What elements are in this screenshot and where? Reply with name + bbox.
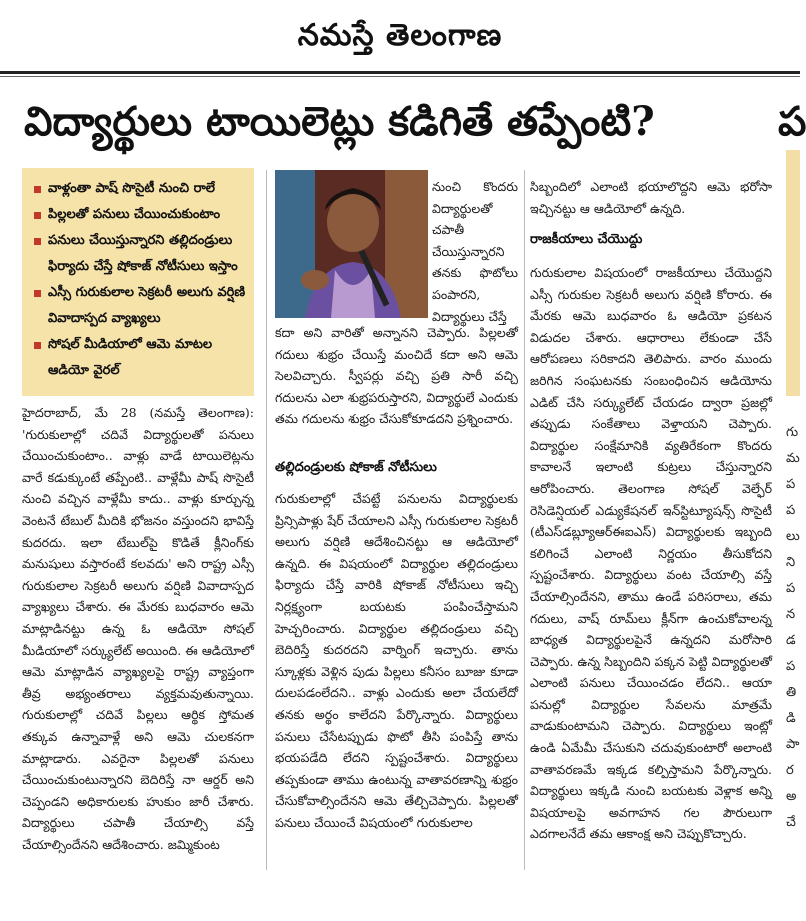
adjacent-headline-fragment: ప (778, 98, 806, 145)
adjacent-highlight-box-fragment (786, 150, 800, 396)
adjacent-article-fragment: గు మ ప ప లు ని ప న డ ప తి డి పా ర అ చే (786, 425, 800, 830)
masthead (0, 0, 800, 74)
highlight-item: పనులు చేయిస్తున్నారని తల్లిదండ్రులు ఫిర్యాదు చేస్తే షోకాజ్ నోటీసులు ఇస్తాం (32, 228, 248, 280)
highlights-box (22, 168, 254, 396)
masthead-rule (0, 71, 800, 74)
article-column-2-mid (275, 322, 518, 430)
article-text: గురుకులాల్లో చేపట్టే పనులను విద్యార్థులకు ప్రిన్సిపాళ్లు షేర్ చేయాలని ఎస్సీ గురుకులాల సెక్రటరీ అలుగు వర్షిణి ఆదేశించినట్టు ఆ ఆడియోలో ఉన్నది. ఈ విషయంలో విద్యార్థుల తల్లిదండ్రులు ఫిర్యాదు చేస్తే వారికి షోకాజ్ నోటీసులు ఇచ్చి నిర్లక్ష్యంగా బయటకు పంపించేస్తామని హెచ్చరించారు. విద్యార్థుల తల్లిదండ్రులు వచ్చి బెదిరిస్తే కుదరదని వార్నింగ్ ఇచ్చారు. తాను స్కూళ్లకు వెళ్లిన పుడు పిల్లలు కనీసం బూజు కూడా దులపడంలేదని.. వాళ్లు ఎందుకు అలా చేయలేదో తనకు అర్థం కాలేదని పేర్కొన్నారు. విద్యార్థులు పనులు చేసేటప్పుడు ఫొటో తీసి పంపిస్తే తాను భయపడేది లేదని స్పష్టంచేశారు. విద్యార్థులు తప్పకుండా తాము ఉంటున్న వాతావరణాన్ని శుభ్రం చేసుకోవాల్సిందేనని ఆమె తేల్చిచెప్పారు. పిల్లలతో పనులు చేయించే విషయంలో గురుకులాల (275, 491, 518, 830)
article-column-2-bottom (275, 488, 518, 834)
article-column-3-bottom (530, 262, 772, 845)
article-column-2-top (432, 176, 518, 327)
headline: విద్యార్థులు టాయిలెట్లు కడిగితే తప్పేంటి? (24, 98, 655, 145)
column-divider (524, 170, 525, 870)
highlight-item: వాళ్లంతా పాష్ సొసైటీ నుంచి రాలే (32, 176, 248, 202)
article-text: నుంచి కొందరు విద్యార్థులతో చపాతీ చేయిస్తున్నారని తనకు ఫొటోలు పంపారని, విద్యార్థులు చేస్తే (432, 179, 518, 324)
masthead-title: నమస్తే తెలంగాణ (297, 18, 503, 53)
article-text: సిబ్బందిలో ఎలాంటి భయాలొద్దని ఆమె భరోసా ఇచ్చినట్టు ఆ ఆడియోలో ఉన్నది. (530, 179, 772, 216)
article-text: కదా అని వారితో అన్నానని చెప్పారు. పిల్లలతో గదులు శుభ్రం చేయిస్తే మంచిదే కదా అని ఆమె సెలవిచ్చారు. స్వీపర్లు వచ్చి ప్రతి సారీ వచ్చి గదులను ఎలా శుభ్రపరుస్తారని, విద్యార్థులే ఎందుకు తమ గదులను శుభ్రం చేసుకోకూడదని ప్రశ్నించారు. (275, 325, 518, 427)
highlight-item: పిల్లలతో పనులు చేయించుకుంటాం (32, 202, 248, 228)
portrait-photo (275, 170, 428, 318)
article-text: హైదరాబాద్, మే 28 (నమస్తే తెలంగాణ): 'గురుకులాల్లో చదివే విద్యార్థులతో పనులు చేయించుకుంటాం.. వాళ్లు వాడే టాయిలెట్లను వారే కడుక్కుంటే తప్పేంటి.. వాళ్లేమీ పాష్ సొసైటీ నుంచి వచ్చిన వాళ్లేమీ కాదు.. వాళ్లు కూర్చున్న వెంటనే టేబుల్ మీదికి భోజనం వస్తుందని భావిస్తే కుదరదు. ఇలా టేబుల్‌పై కొడితే క్లీనింగ్‌కు మనుషులు వస్తారంటే కలవదు' అని రాష్ట్ర ఎస్సీ గురుకులాల సెక్రటరీ అలుగు వర్షిణి వివాదాస్పద వ్యాఖ్యలు చేశారు. ఈ మేరకు బుధవారం ఆమె మాట్లాడినట్టు ఉన్న ఓ ఆడియో సోషల్ మీడియాలో సర్క్యులేట్ అయింది. ఈ ఆడియోలో ఆమె మాట్లాడిన వ్యాఖ్యలపై రాష్ట్ర వ్యాప్తంగా తీవ్ర అభ్యంతరాలు వ్యక్తమవుతున్నాయి. గురుకులాల్లో చదివే పిల్లలు ఆర్థిక స్తోమత తక్కువ ఉన్నావాళ్లే అని ఆమె చులకనగా మాట్లాడారు. ఎవరైనా పిల్లలతో పనులు చేయించుకుంటున్నారని బెదిరిస్తే నా ఆర్డర్ అని చెప్పండని అధికారులకు హుకుం జారీ చేశారు. విద్యార్థులు చపాతీ చేయాల్సి వస్తే చేయాల్సిందేనని ఆదేశించారు. జమ్మికుంట (22, 405, 254, 852)
article-column-1 (22, 402, 254, 855)
section-subhead: తల్లిదండ్రులకు షోకాజ్ నోటీసులు (275, 460, 437, 475)
column-divider (266, 170, 267, 870)
masthead-rule-thin (0, 76, 800, 77)
portrait-illustration (275, 170, 428, 318)
section-subhead: రాజకీయాలు చేయొద్దు (530, 232, 643, 247)
highlight-item: ఎస్సీ గురుకులాల సెక్రటరీ అలుగు వర్షిణి వివాదాస్పద వ్యాఖ్యలు (32, 280, 248, 332)
article-column-3-top (530, 176, 772, 219)
highlight-item: సోషల్ మీడియాలో ఆమె మాటల ఆడియో వైరల్ (32, 332, 248, 384)
article-text: గురుకులాల విషయంలో రాజకీయాలు చేయొద్దని ఎస్సీ గురుకుల సెక్రటరీ అలుగు వర్షిణి కోరారు. ఈ మేరకు ఆమె బుధవారం ఓ ఆడియో ప్రకటన విడుదల చేశారు. ఆధారాలు లేకుండా చేసే ఆరోపణలు సరికాదని తెలిపారు. వారం ముందు జరిగిన సంఘటనకు సంబంధించిన ఆడియోను ఎడిట్ చేసి సర్క్యులేట్ చేయడం ద్వారా ప్రజల్లో తప్పుడు సంకేతాలు వెళ్తాయని చెప్పారు. విద్యార్థుల సంక్షేమానికి వ్యతిరేకంగా కొందరు కావాలనే ఇలాంటి కుట్రలు చేస్తున్నారని ఆరోపించారు. తెలంగాణ సోషల్ వెల్ఫేర్ రెసిడెన్షియల్ ఎడ్యుకేషనల్ ఇన్‌స్టిట్యూషన్స్ సొసైటీ (టీఎస్‌డబ్ల్యూఆర్‌ఈఐఎస్) విద్యార్థులకు ఇబ్బంది కలిగించే ఎలాంటి నిర్ణయం తీసుకోదని స్పష్టంచేశారు. విద్యార్థులు వంట చేయాల్సి వస్తే చేయాల్సిందేనని, తాము ఉండే పరిసరాలు, తమ గదులు, వాష్ రూమ్‌లు క్లీన్‌గా ఉంచుకోవాలన్న బాధ్యత విద్యార్థులపైనే ఉన్నదని మరోసారి చెప్పారు. ఉన్న సిబ్బందిని పక్కన పెట్టి విద్యార్థులతో ఎలాంటి పనులు చేయించడం లేదని.. ఆయా పనుల్లో విద్యార్థుల సేవలను మాత్రమే వాడుకుంటామని చెప్పారు. విద్యార్థులు ఇంట్లో ఉండి ఏమేమీ చేసుకుని చదువుకుంటారో అలాంటి వాతావరణమే ఇక్కడ కల్పిస్తామని పేర్కొన్నారు. విద్యార్థులు ఇక్కడి నుంచి బయటకు వెళ్లాక అన్ని విషయాలపై అవగాహన గల పౌరులుగా ఎదగాలనేదే తమ ఆకాంక్ష అని చెప్పుకొచ్చారు. (530, 265, 772, 842)
